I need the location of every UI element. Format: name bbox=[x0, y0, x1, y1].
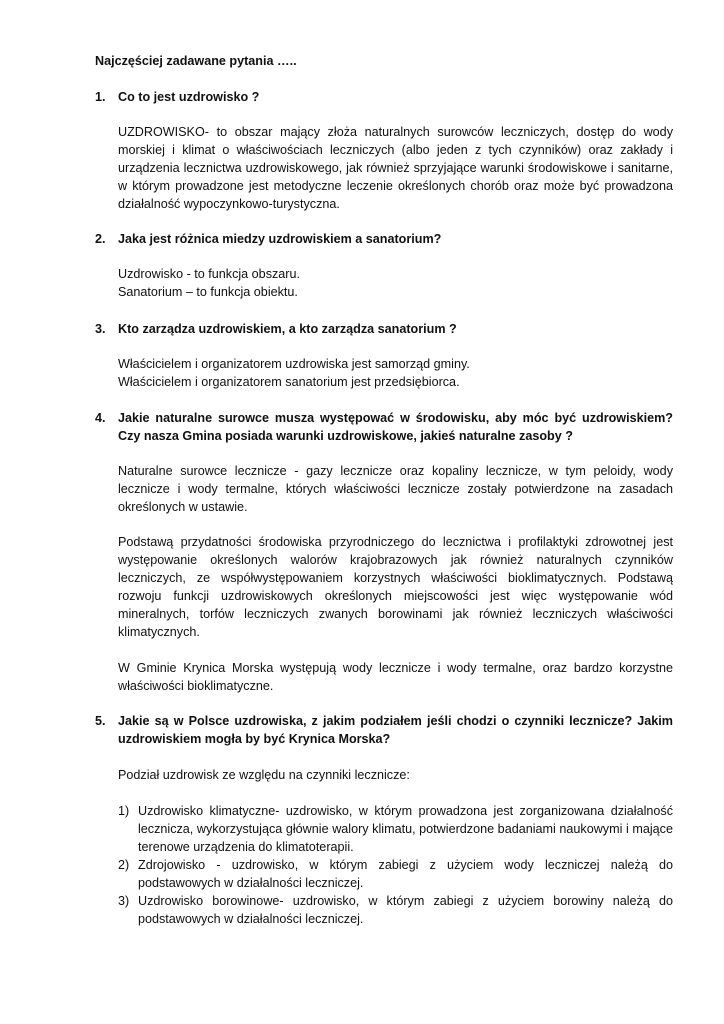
answer-3 bbox=[118, 355, 673, 391]
question-text: Kto zarządza uzdrowiskiem, a kto zarządza sanatorium ? bbox=[118, 322, 457, 336]
question-5 bbox=[95, 712, 673, 748]
question-number: 5. bbox=[95, 714, 106, 728]
list-item-text: Uzdrowisko klimatyczne- uzdrowisko, w którym prowadzona jest zorganizowana działalność lecznicza, wykorzystująca głównie walory klimatu, potwierdzone badaniami naukowymi i mające terenowe urządzenia do klimatoterapii. bbox=[138, 804, 673, 854]
list-item-text: Zdrojowisko - uzdrowisko, w którym zabiegi z użyciem wody leczniczej należą do podstawowych w działalności leczniczej. bbox=[138, 858, 673, 890]
list-item-text: Uzdrowisko borowinowe- uzdrowisko, w którym zabiegi z użyciem borowiny należą do podstawowych w działalności leczniczej. bbox=[138, 894, 673, 926]
list-item-number: 3) bbox=[118, 894, 130, 908]
answer-2 bbox=[118, 265, 673, 301]
answer-4-paragraph-3: W Gminie Krynica Morska występują wody lecznicze i wody termalne, oraz bardzo korzystne właściwości bioklimatyczne. bbox=[118, 661, 673, 693]
question-text: Jaka jest różnica miedzy uzdrowiskiem a sanatorium? bbox=[118, 232, 442, 246]
list-item bbox=[118, 856, 673, 892]
question-1 bbox=[95, 88, 673, 106]
answer-line: Uzdrowisko - to funkcja obszaru. bbox=[118, 267, 300, 281]
list-item bbox=[118, 892, 673, 928]
answer-1: UZDROWISKO- to obszar mający złoża naturalnych surowców leczniczych, dostęp do wody morskiej i klimat o właściwościach leczniczych (albo jeden z tych czynników) oraz zakłady i urządzenia lecznictwa uzdrowiskowego, jak również sprzyjające warunki środowiskowe i sanitarne, w którym prowadzone jest metodyczne leczenie określonych chorób oraz może być prowadzona działalność wypoczynkowo-turystyczna. bbox=[118, 125, 673, 211]
question-number: 1. bbox=[95, 90, 106, 104]
answer-line: Właścicielem i organizatorem uzdrowiska jest samorząd gminy. bbox=[118, 357, 470, 371]
question-number: 4. bbox=[95, 411, 106, 425]
list-item-number: 2) bbox=[118, 858, 130, 872]
answer-line: Sanatorium – to funkcja obiektu. bbox=[118, 285, 298, 299]
question-3 bbox=[95, 320, 673, 338]
list-item-number: 1) bbox=[118, 804, 130, 818]
question-text: Co to jest uzdrowisko ? bbox=[118, 90, 260, 104]
question-text: Jakie są w Polsce uzdrowiska, z jakim podziałem jeśli chodzi o czynniki lecznicze? Jakim uzdrowiskiem mogła by być Krynica Morska? bbox=[118, 714, 673, 746]
answer-line: Właścicielem i organizatorem sanatorium jest przedsiębiorca. bbox=[118, 375, 460, 389]
question-text: Jakie naturalne surowce musza występować w środowisku, aby móc być uzdrowiskiem? Czy nasza Gmina posiada warunki uzdrowiskowe, jakieś naturalne zasoby ? bbox=[118, 411, 673, 443]
list-item bbox=[118, 802, 673, 856]
question-number: 3. bbox=[95, 322, 106, 336]
question-number: 2. bbox=[95, 232, 106, 246]
answer-4-paragraph-1: Naturalne surowce lecznicze - gazy lecznicze oraz kopaliny lecznicze, w tym peloidy, wody lecznicze i wody termalne, których właściwości lecznicze zostały potwierdzone na zasadach określonych w ustawie. bbox=[118, 464, 673, 514]
page-title: Najczęściej zadawane pytania ….. bbox=[95, 54, 297, 68]
answer-4-paragraph-2: Podstawą przydatności środowiska przyrodniczego do lecznictwa i profilaktyki zdrowotnej jest występowanie określonych walorów krajobrazowych jak również naturalnych czynników leczniczych, ze współwystępowaniem korzystnych właściwości bioklimatycznych. Podstawą rozwoju funkcji uzdrowiskowych określonych miejscowości jest więc występowanie wód mineralnych, torfów leczniczych zwanych borowinami jak również leczniczych właściwości klimatycznych. bbox=[118, 535, 673, 639]
question-4 bbox=[95, 409, 673, 445]
answer-5-intro: Podział uzdrowisk ze względu na czynniki lecznicze: bbox=[118, 768, 410, 782]
question-2 bbox=[95, 230, 673, 248]
